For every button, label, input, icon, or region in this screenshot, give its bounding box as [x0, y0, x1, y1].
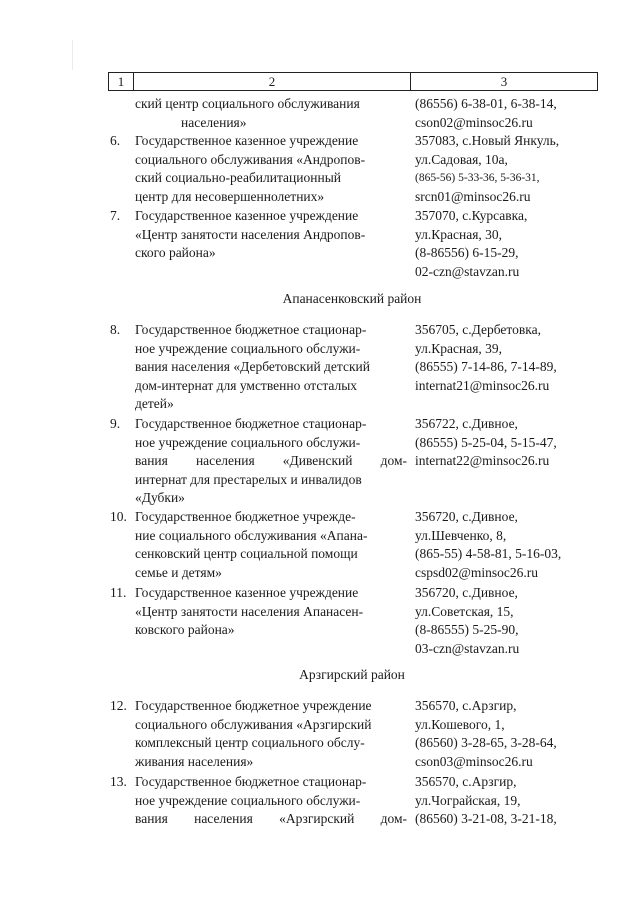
entry-number: 10.	[110, 509, 127, 524]
table-header	[108, 72, 598, 91]
entry-name: Государственное казенное учреждение «Центр занятости населения Андропов- ского района»	[135, 208, 366, 260]
entry-name: Государственное бюджетное учреждение социального обслуживания «Арзгирский комплексный центр социального обслу- живания населения»	[135, 698, 372, 769]
scan-margin-mark	[72, 40, 73, 70]
entry-address: 356722, с.Дивное, (86555) 5-25-04, 5-15-47, internat22@minsoc26.ru	[415, 416, 557, 468]
entry-name: Государственное бюджетное стационар- ное учреждение социального обслужи- вания населения «Дербетовский детский дом-интернат для умственно отсталых детей»	[135, 322, 370, 411]
entry-number: 9.	[110, 416, 121, 431]
entry-address: 356720, с.Дивное, ул.Советская, 15, (8-86555) 5-25-90, 03-czn@stavzan.ru	[415, 585, 520, 656]
entry-address: 357070, с.Курсавка, ул.Красная, 30, (8-86556) 6-15-29, 02-czn@stavzan.ru	[415, 208, 528, 279]
region-heading-apanasenkovsky: Апанасенковский район	[282, 291, 422, 306]
entry-number: 11.	[110, 585, 127, 600]
entry-number: 12.	[110, 698, 127, 713]
entry-number: 7.	[110, 208, 121, 223]
entry-number: 13.	[110, 774, 127, 789]
entry-address: (86556) 6-38-01, 6-38-14, cson02@minsoc26.ru	[415, 96, 557, 130]
entry-name: Государственное казенное учреждение «Центр занятости населения Апанасен- ковского района»	[135, 585, 364, 637]
entry-name: Государственное бюджетное стационар- ное учреждение социального обслужи- вания населения «Арзгирский дом-	[135, 774, 407, 826]
entry-address: 356570, с.Арзгир, ул.Кошевого, 1, (86560) 3-28-65, 3-28-64, cson03@minsoc26.ru	[415, 698, 557, 769]
entry-number: 8.	[110, 322, 121, 337]
entry-name: Государственное бюджетное учрежде- ние социального обслуживания «Апана- сенковский центр социальной помощи семье и детям»	[135, 509, 368, 580]
header-col-3: 3	[500, 73, 508, 89]
entry-name: ский центр социального обслуживания населения»	[135, 96, 360, 130]
entry-name: Государственное бюджетное стационар- ное учреждение социального обслужи- вания населения «Дивенский дом- интернат для престарелых и инвалидов «Дубки»	[135, 416, 407, 505]
entry-address: 356570, с.Арзгир, ул.Чограйская, 19, (86560) 3-21-08, 3-21-18,	[415, 774, 557, 826]
region-heading-arzgirsky: Арзгирский район	[299, 667, 405, 682]
entry-number: 6.	[110, 133, 121, 148]
header-col-2: 2	[134, 73, 411, 90]
entry-address: 357083, с.Новый Янкуль, ул.Садовая, 10а, (865-56) 5-33-36, 5-36-31, srcn01@minsoc26.ru	[415, 133, 560, 204]
entry-address: 356705, с.Дербетовка, ул.Красная, 39, (86555) 7-14-86, 7-14-89, internat21@minsoc26.ru	[415, 322, 557, 393]
entry-address: 356720, с.Дивное, ул.Шевченко, 8, (865-55) 4-58-81, 5-16-03, cspsd02@minsoc26.ru	[415, 509, 562, 580]
entry-name: Государственное казенное учреждение социального обслуживания «Андропов- ский социально-реабилитационный центр для несовершеннолетних»	[135, 133, 366, 204]
header-col-1: 1	[109, 73, 134, 90]
